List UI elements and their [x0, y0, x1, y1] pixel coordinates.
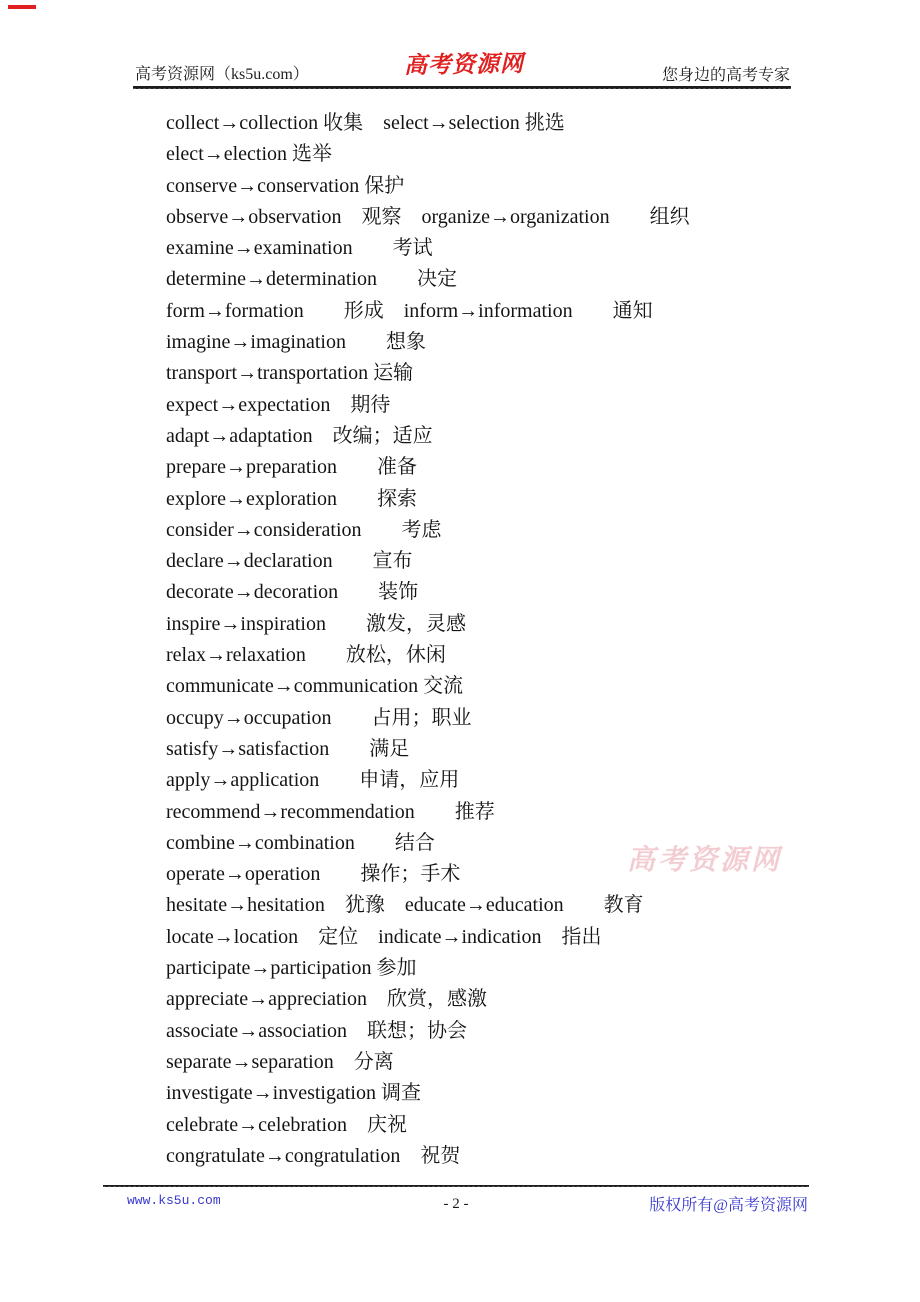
word-pair-line: inspire→inspiration 激发，灵感: [166, 612, 466, 635]
word-pair-line: combine→combination 结合: [166, 831, 435, 854]
header-slogan: 您身边的高考专家: [661, 67, 790, 84]
word-pair-line: determine→determination 决定: [166, 268, 458, 291]
word-pair-line: form→formation 形成 inform→information 通知: [166, 299, 653, 322]
word-pair-line: congratulate→congratulation 祝贺: [166, 1144, 461, 1167]
word-pair-line: imagine→imagination 想象: [166, 331, 426, 354]
word-pair-line: transport→transportation 运输: [166, 362, 414, 385]
word-pair-line: participate→participation 参加: [166, 957, 417, 980]
word-pair-line: expect→expectation 期待: [166, 393, 391, 416]
word-pair-line: satisfy→satisfaction 满足: [166, 737, 410, 760]
word-pair-line: examine→examination 考试: [166, 237, 433, 260]
word-pair-line: appreciate→appreciation 欣赏，感激: [166, 988, 487, 1011]
header-divider: [133, 86, 791, 89]
word-pair-line: hesitate→hesitation 犹豫 educate→education 教育: [166, 894, 644, 917]
footer-divider: [103, 1185, 809, 1187]
word-pair-line: operate→operation 操作；手术: [166, 863, 461, 886]
word-transformation-list: [166, 108, 880, 1172]
word-pair-line: elect→election 选举: [166, 143, 333, 166]
word-pair-line: associate→association 联想；协会: [166, 1019, 468, 1042]
header-site-name: 高考资源网（ks5u.com）: [135, 66, 309, 83]
word-pair-line: communicate→communication 交流: [166, 675, 464, 698]
word-pair-line: celebrate→celebration 庆祝: [166, 1113, 407, 1136]
header-logo: 高考资源网: [403, 50, 525, 79]
word-pair-line: occupy→occupation 占用；职业: [166, 706, 472, 729]
word-pair-line: locate→location 定位 indicate→indication 指出: [166, 925, 602, 948]
word-pair-line: apply→application 申请，应用: [166, 769, 460, 792]
word-pair-line: investigate→investigation 调查: [166, 1082, 421, 1105]
word-pair-line: observe→observation 观察 organize→organization 组织: [166, 205, 690, 228]
word-pair-line: recommend→recommendation 推荐: [166, 800, 495, 823]
word-pair-line: relax→relaxation 放松，休闲: [166, 644, 446, 667]
footer-copyright-link[interactable]: 版权所有@高考资源网: [649, 1197, 808, 1214]
word-pair-line: declare→declaration 宣布: [166, 550, 413, 573]
page-watermark: 高考资源网: [627, 845, 783, 876]
word-pair-line: prepare→preparation 准备: [166, 456, 418, 479]
word-pair-line: consider→consideration 考虑: [166, 518, 442, 541]
page-number: - 2 -: [443, 1196, 469, 1212]
word-pair-line: collect→collection 收集 select→selection 挑选: [166, 112, 565, 134]
footer-site-link[interactable]: www.ks5u.com: [127, 1193, 221, 1208]
word-pair-line: conserve→conservation 保护: [166, 174, 405, 197]
word-pair-line: decorate→decoration 装饰: [166, 581, 419, 604]
word-pair-line: separate→separation 分离: [166, 1050, 394, 1073]
word-pair-line: adapt→adaptation 改编；适应: [166, 424, 433, 447]
corner-red-mark: [8, 5, 36, 9]
word-pair-line: explore→exploration 探索: [166, 487, 418, 510]
